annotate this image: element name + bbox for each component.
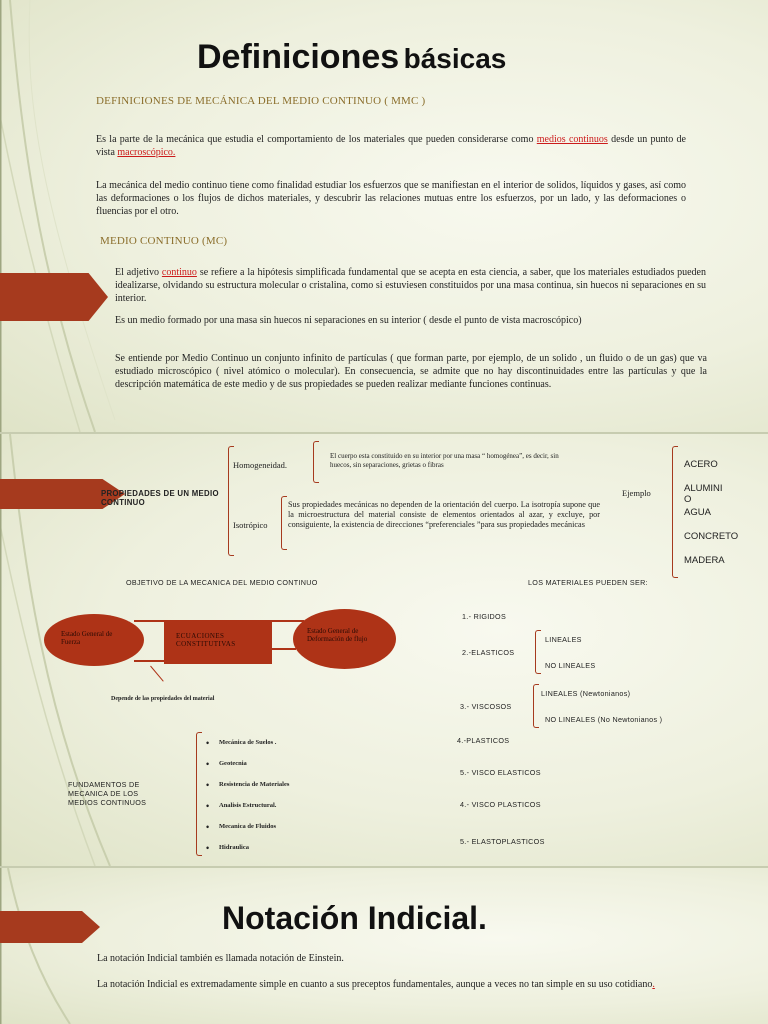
paragraph-particulas: Se entiende por Medio Continuo un conjunto infinito de partículas ( que forman parte, por ejemplo, de un solido , un fluido o de un gas) que va estudiado microscópico ( nivel atómico o molecular). En consecuencia, se admite que no hay discontinuidades entre las partículas y que la descripción matemática de este medio y de sus propiedades se pueden realizar mediante funciones continuas. — [115, 353, 707, 390]
viscosos-no-lineales: NO LINEALES (No Newtonianos ) — [545, 715, 663, 724]
propiedades-title: PROPIEDADES DE UN MEDIO CONTINUO — [101, 489, 219, 507]
list-item: • Geotecnia — [206, 759, 289, 780]
connector-bottom-left — [134, 660, 164, 662]
paragraph-einstein: La notación Indicial también es llamada notación de Einstein. — [97, 953, 344, 964]
list-item: • Hidraulica — [206, 843, 289, 864]
objetivo-title: OBJETIVO DE LA MECANICA DEL MEDIO CONTINUO — [126, 578, 318, 587]
link-continuo[interactable]: continuo — [161, 267, 197, 278]
paragraph-medio: Es un medio formado por una masa sin huecos ni separaciones en su interior ( desde el punto de vista macroscópico) — [115, 315, 582, 326]
fundamentos-list — [206, 738, 289, 864]
material-rigidos: 1.- RIGIDOS — [462, 612, 507, 621]
materiales-title: LOS MATERIALES PUEDEN SER: — [528, 578, 648, 587]
bracket-fundamentos — [196, 732, 202, 856]
paragraph-continuo: El adjetivo continuo se refiere a la hipótesis simplificada fundamental que se acepta en esta ciencia, a saber, que los materiales estudiados pueden idealizarse, olvidando su estructura molecular o cristalina, como si estuviesen constituidos por una masa continua, sin huecos ni separaciones en su interior. — [115, 267, 706, 304]
ejemplo-label: Ejemplo — [622, 488, 651, 498]
material-elasticos: 2.-ELASTICOS — [462, 648, 515, 657]
bracket-ejemplo — [672, 446, 678, 578]
bracket-isotropico — [281, 496, 287, 550]
material-elastoplasticos: 5.- ELASTOPLASTICOS — [460, 837, 545, 846]
material-plasticos: 4.-PLASTICOS — [457, 736, 510, 745]
material-viscosos: 3.- VISCOSOS — [460, 702, 512, 711]
material-concreto: CONCRETO — [684, 531, 739, 542]
material-aluminio: ALUMINI O — [684, 483, 723, 505]
accent-arrow — [0, 273, 108, 321]
bracket-elasticos — [535, 630, 541, 674]
depende-label: Depende de las propiedades del material — [111, 696, 215, 702]
homogeneidad-label: Homogeneidad. — [233, 460, 288, 470]
section-subtitle: DEFINICIONES DE MECÁNICA DEL MEDIO CONTINUO ( MMC ) — [96, 95, 426, 107]
fundamentos-title: FUNDAMENTOS DE MECANICA DE LOS MEDIOS CONTINUOS — [68, 780, 147, 807]
paragraph-notacion: La notación Indicial es extremadamente simple en cuanto a sus preceptos fundamentales, aunque a veces no tan simple en su uso cotidiano. — [97, 979, 655, 990]
isotropico-desc: Sus propiedades mecánicas no dependen de la orientación del cuerpo. La isotropía supone que la microestructura del material consiste de elementos orientados al azar, y excluye, por consiguiente, la existencia de direcciones “preferenciales ”para sus propiedades mecánicas — [288, 500, 600, 529]
box-ecuaciones: ECUACIONES CONSTITUTIVAS — [164, 620, 272, 664]
bracket-homogeneidad — [313, 441, 319, 483]
material-agua: AGUA — [684, 507, 711, 518]
oval-fuerza: Estado General de Fuerza — [44, 614, 144, 666]
paragraph-finalidad: La mecánica del medio continuo tiene como finalidad estudiar los esfuerzos que se manifiestan en el interior de solidos, líquidos y gases, así como las deformaciones o los flujos de dichos materiales, y descubrir las relaciones mutuas entre los esfuerzos, por un lado, y las deformaciones o fluencias por el otro. — [96, 180, 686, 217]
list-item: • Mecanica de Fluidos — [206, 822, 289, 843]
oval-deformacion: Estado General de Deformación de flujo — [293, 609, 396, 669]
elasticos-lineales: LINEALES — [545, 635, 582, 644]
page-title: Definiciones básicas — [197, 38, 507, 76]
material-acero: ACERO — [684, 459, 718, 470]
slide-notacion-indicial — [0, 868, 768, 1024]
material-madera: MADERA — [684, 555, 725, 566]
isotropico-label: Isotrópico — [233, 520, 268, 530]
link-macroscopico[interactable]: macroscópico. — [117, 147, 176, 158]
connector-depende — [150, 666, 164, 682]
viscosos-lineales: LINEALES (Newtonianos) — [541, 689, 631, 698]
page-title: Notación Indicial. — [222, 900, 487, 936]
slide-propiedades — [0, 434, 768, 866]
paragraph-mmc: Es la parte de la mecánica que estudia el comportamiento de los materiales que pueden considerarse como medios continuos desde un punto de vista macroscópico. — [96, 134, 686, 158]
list-item: • Resistencia de Materiales — [206, 780, 289, 801]
accent-arrow — [0, 911, 100, 943]
list-item: • Mecánica de Suelos . — [206, 738, 289, 759]
link-medios-continuos[interactable]: medios continuos — [536, 134, 608, 145]
elasticos-no-lineales: NO LINEALES — [545, 661, 596, 670]
slide-definiciones — [0, 0, 768, 432]
bracket-viscosos — [533, 684, 539, 728]
homogeneidad-desc: El cuerpo esta constituido en su interior por una masa “ homogénea”, es decir, sin huecos, sin separaciones, grietas o fibras — [330, 452, 559, 469]
list-item: • Analisis Estructural. — [206, 801, 289, 822]
material-visco-elasticos: 5.- VISCO ELASTICOS — [460, 768, 541, 777]
decorative-curves — [0, 868, 120, 1024]
material-visco-plasticos: 4.- VISCO PLASTICOS — [460, 800, 541, 809]
section-subtitle-mc: MEDIO CONTINUO (MC) — [100, 235, 228, 247]
